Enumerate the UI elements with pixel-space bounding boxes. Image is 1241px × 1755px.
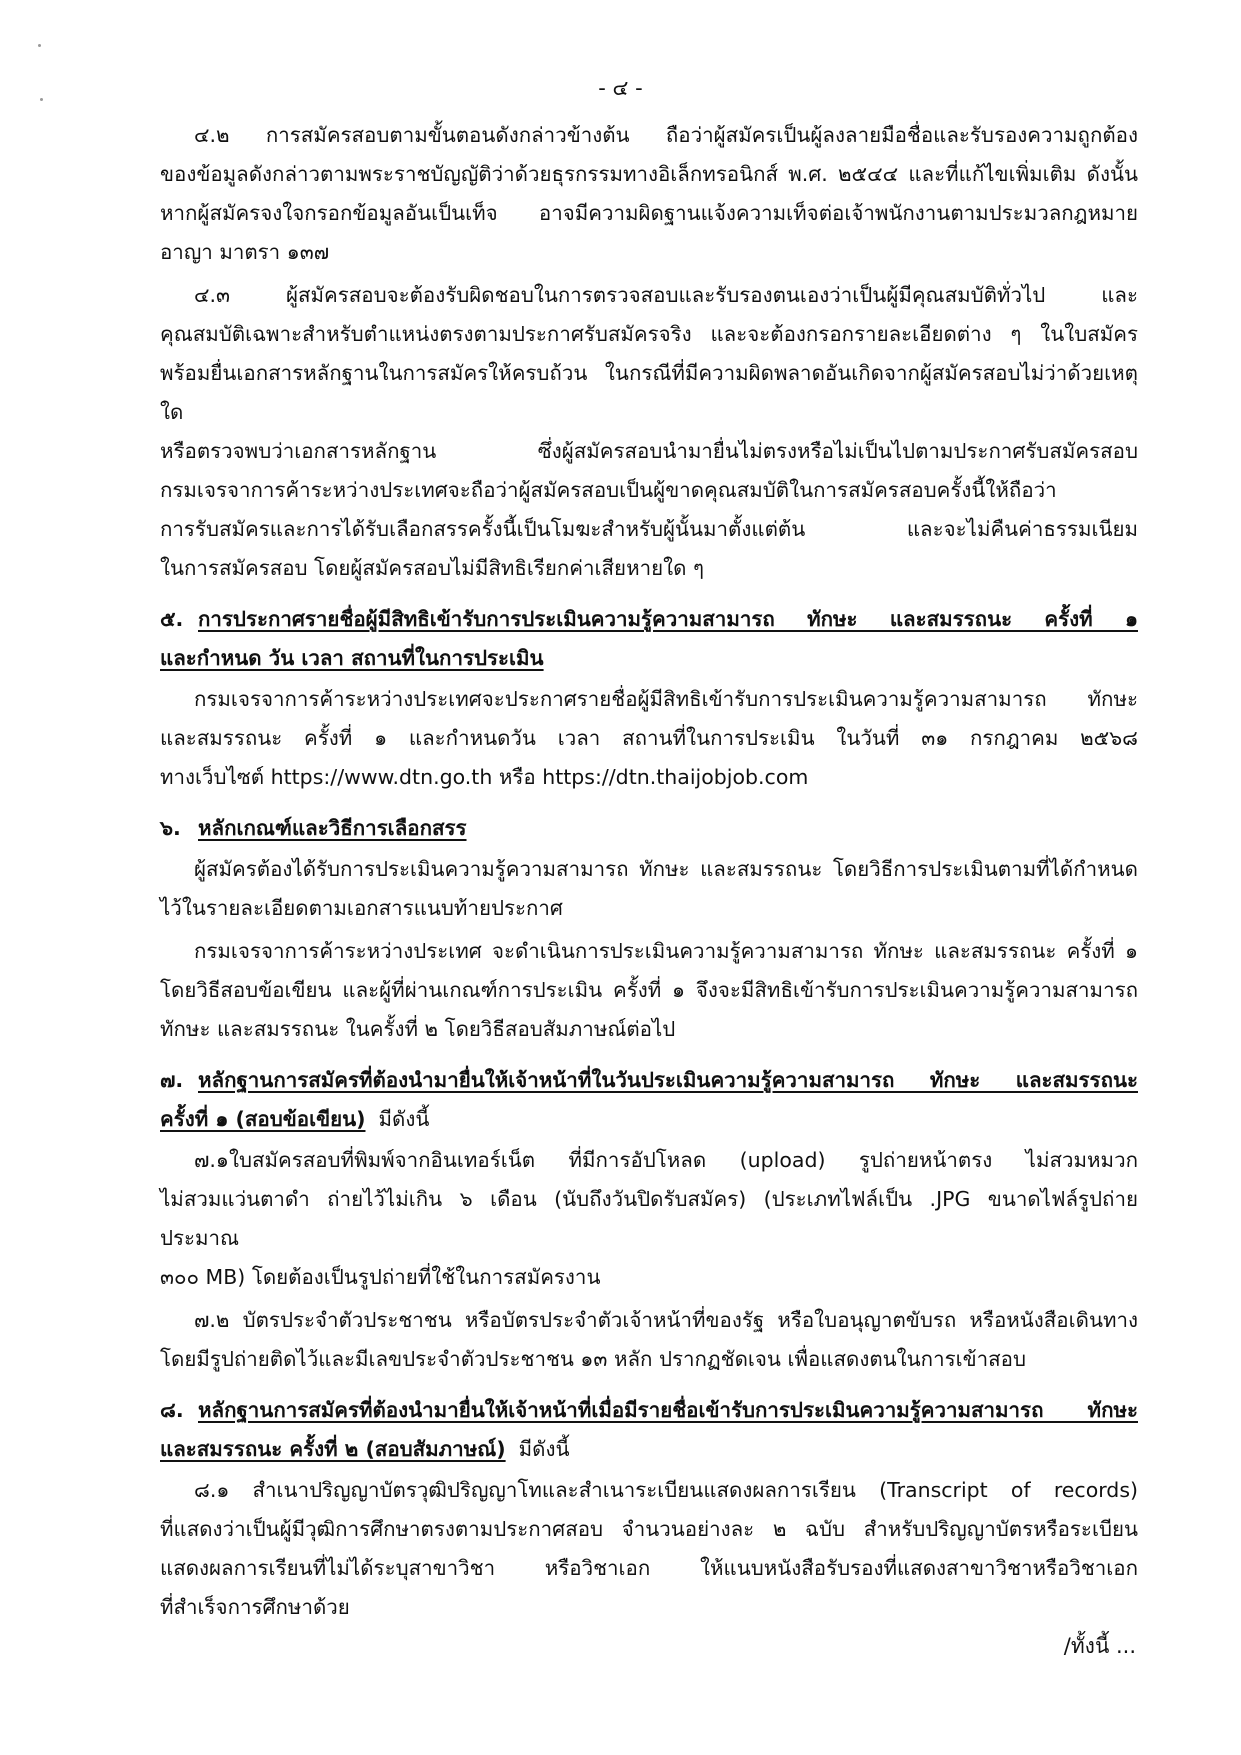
paragraph-line: ทางเว็บไซต์ https://www.dtn.go.th หรือ https://dtn.thaijobjob.com bbox=[160, 765, 809, 789]
section-number: ๗. bbox=[160, 1068, 184, 1092]
paragraph-line: ๔.๒ การสมัครสอบตามขั้นตอนดังกล่าวข้างต้น ถือว่าผู้สมัครเป็นผู้ลงลายมือชื่อและรับรองความถูกต้อง bbox=[194, 123, 1138, 147]
section-number: ๘. bbox=[160, 1398, 184, 1422]
section-heading bbox=[160, 1391, 1138, 1469]
paragraph-line: ๔.๓ ผู้สมัครสอบจะต้องรับผิดชอบในการตรวจสอบและรับรองตนเองว่าเป็นผู้มีคุณสมบัติทั่วไป และ bbox=[194, 283, 1138, 307]
paragraph-line: ของข้อมูลดังกล่าวตามพระราชบัญญัติว่าด้วยธุรกรรมทางอิเล็กทรอนิกส์ พ.ศ. ๒๕๔๔ และที่แก้ไขเพิ่มเติม ดังนั้น bbox=[160, 162, 1138, 186]
paragraph-line: หากผู้สมัครจงใจกรอกข้อมูลอันเป็นเท็จ อาจมีความผิดฐานแจ้งความเท็จต่อเจ้าพนักงานตามประมวลกฎหมาย bbox=[160, 201, 1138, 225]
paragraph bbox=[160, 850, 1138, 928]
heading-line bbox=[160, 809, 1138, 848]
heading-line bbox=[160, 639, 1138, 678]
continuation-marker: /ทั้งนี้ ... bbox=[1063, 1634, 1136, 1658]
heading-suffix: มีดังนี้ bbox=[505, 1437, 570, 1461]
paragraph-line: ไว้ในรายละเอียดตามเอกสารแนบท้ายประกาศ bbox=[160, 896, 563, 920]
document-body bbox=[160, 116, 1138, 1631]
paragraph-line: ในการสมัครสอบ โดยผู้สมัครสอบไม่มีสิทธิเรียกค่าเสียหายใด ๆ bbox=[160, 556, 704, 580]
paragraph-line: กรมเจรจาการค้าระหว่างประเทศจะประกาศรายชื่อผู้มีสิทธิเข้ารับการประเมินความรู้ความสามารถ ทักษะ bbox=[194, 687, 1138, 711]
heading-text: และกำหนด วัน เวลา สถานที่ในการประเมิน bbox=[160, 646, 544, 670]
paragraph-line: กรมเจรจาการค้าระหว่างประเทศจะถือว่าผู้สมัครสอบเป็นผู้ขาดคุณสมบัติในการสมัครสอบครั้งนี้ให้ถือว่า bbox=[160, 478, 1057, 502]
paragraph-line: ทักษะ และสมรรถนะ ในครั้งที่ ๒ โดยวิธีสอบสัมภาษณ์ต่อไป bbox=[160, 1017, 676, 1041]
paragraph-line: ผู้สมัครต้องได้รับการประเมินความรู้ความสามารถ ทักษะ และสมรรถนะ โดยวิธีการประเมินตามที่ได้กำหนด bbox=[194, 857, 1138, 881]
heading-line bbox=[160, 600, 1138, 639]
paragraph-line: กรมเจรจาการค้าระหว่างประเทศ จะดำเนินการประเมินความรู้ความสามารถ ทักษะ และสมรรถนะ ครั้งที่ ๑ bbox=[194, 939, 1138, 963]
paragraph-line: โดยวิธีสอบข้อเขียน และผู้ที่ผ่านเกณฑ์การประเมิน ครั้งที่ ๑ จึงจะมีสิทธิเข้ารับการประเมินความรู้ความสามารถ bbox=[160, 978, 1138, 1002]
paragraph-line: ไม่สวมแว่นตาดำ ถ่ายไว้ไม่เกิน ๖ เดือน (นับถึงวันปิดรับสมัคร) (ประเภทไฟล์เป็น .JPG ขนาดไฟล์รูปถ่ายประมาณ bbox=[160, 1187, 1138, 1250]
section-heading bbox=[160, 809, 1138, 848]
paragraph-line: หรือตรวจพบว่าเอกสารหลักฐาน ซึ่งผู้สมัครสอบนำมายื่นไม่ตรงหรือไม่เป็นไปตามประกาศรับสมัครสอบ bbox=[160, 439, 1138, 463]
heading-line bbox=[160, 1430, 1138, 1469]
paragraph-line: ๓๐๐ MB) โดยต้องเป็นรูปถ่ายที่ใช้ในการสมัครงาน bbox=[160, 1265, 601, 1289]
paragraph-line: โดยมีรูปถ่ายติดไว้และมีเลขประจำตัวประชาชน ๑๓ หลัก ปรากฏชัดเจน เพื่อแสดงตนในการเข้าสอบ bbox=[160, 1347, 1026, 1371]
heading-suffix: มีดังนี้ bbox=[365, 1107, 430, 1131]
paragraph-line: ที่แสดงว่าเป็นผู้มีวุฒิการศึกษาตรงตามประกาศสอบ จำนวนอย่างละ ๒ ฉบับ สำหรับปริญญาบัตรหรือระเบียน bbox=[160, 1517, 1138, 1541]
heading-text: การประกาศรายชื่อผู้มีสิทธิเข้ารับการประเมินความรู้ความสามารถ ทักษะ และสมรรถนะ ครั้งที่ ๑ bbox=[198, 607, 1138, 631]
heading-line bbox=[160, 1061, 1138, 1100]
paragraph-line: ๗.๑ใบสมัครสอบที่พิมพ์จากอินเทอร์เน็ต ที่มีการอัปโหลด (upload) รูปถ่ายหน้าตรง ไม่สวมหมวก bbox=[194, 1148, 1138, 1172]
heading-line bbox=[160, 1391, 1138, 1430]
paragraph-line: ๘.๑ สำเนาปริญญาบัตรวุฒิปริญญาโทและสำเนาระเบียนแสดงผลการเรียน (Transcript of records) bbox=[194, 1478, 1138, 1502]
paragraph bbox=[160, 1141, 1138, 1297]
section-number: ๕. bbox=[160, 607, 184, 631]
paragraph-line: คุณสมบัติเฉพาะสำหรับตำแหน่งตรงตามประกาศรับสมัครจริง และจะต้องกรอกรายละเอียดต่าง ๆ ในใบสมัคร bbox=[160, 322, 1138, 346]
scan-speck bbox=[38, 44, 41, 47]
paragraph bbox=[160, 1471, 1138, 1627]
paragraph-line: อาญา มาตรา ๑๓๗ bbox=[160, 240, 330, 264]
section-heading bbox=[160, 1061, 1138, 1139]
paragraph bbox=[160, 116, 1138, 272]
heading-text: หลักฐานการสมัครที่ต้องนำมายื่นให้เจ้าหน้าที่ในวันประเมินความรู้ความสามารถ ทักษะ และสมรรถนะ bbox=[198, 1068, 1138, 1092]
heading-text: หลักฐานการสมัครที่ต้องนำมายื่นให้เจ้าหน้าที่เมื่อมีรายชื่อเข้ารับการประเมินความรู้ความสามารถ ทักษะ bbox=[198, 1398, 1138, 1422]
paragraph-line: การรับสมัครและการได้รับเลือกสรรครั้งนี้เป็นโมฆะสำหรับผู้นั้นมาตั้งแต่ต้น และจะไม่คืนค่าธรรมเนียม bbox=[160, 517, 1138, 541]
heading-text: ครั้งที่ ๑ (สอบข้อเขียน) bbox=[160, 1107, 366, 1131]
page-number: - ๔ - bbox=[598, 76, 643, 100]
paragraph bbox=[160, 680, 1138, 797]
paragraph bbox=[160, 276, 1138, 588]
paragraph-line: แสดงผลการเรียนที่ไม่ได้ระบุสาขาวิชา หรือวิชาเอก ให้แนบหนังสือรับรองที่แสดงสาขาวิชาหรือวิชาเอก bbox=[160, 1556, 1138, 1580]
heading-line bbox=[160, 1100, 1138, 1139]
paragraph-line: พร้อมยื่นเอกสารหลักฐานในการสมัครให้ครบถ้วน ในกรณีที่มีความผิดพลาดอันเกิดจากผู้สมัครสอบไม่ว่าด้วยเหตุใด bbox=[160, 361, 1138, 424]
section-number: ๖. bbox=[160, 816, 181, 840]
heading-text: หลักเกณฑ์และวิธีการเลือกสรร bbox=[198, 816, 467, 840]
paragraph-line: ที่สำเร็จการศึกษาด้วย bbox=[160, 1595, 350, 1619]
paragraph-line: และสมรรถนะ ครั้งที่ ๑ และกำหนดวัน เวลา สถานที่ในการประเมิน ในวันที่ ๓๑ กรกฎาคม ๒๕๖๘ bbox=[160, 726, 1138, 750]
section-heading bbox=[160, 600, 1138, 678]
paragraph-line: ๗.๒ บัตรประจำตัวประชาชน หรือบัตรประจำตัวเจ้าหน้าที่ของรัฐ หรือใบอนุญาตขับรถ หรือหนังสือเดินทาง bbox=[194, 1308, 1138, 1332]
heading-text: และสมรรถนะ ครั้งที่ ๒ (สอบสัมภาษณ์) bbox=[160, 1437, 506, 1461]
paragraph bbox=[160, 932, 1138, 1049]
paragraph bbox=[160, 1301, 1138, 1379]
